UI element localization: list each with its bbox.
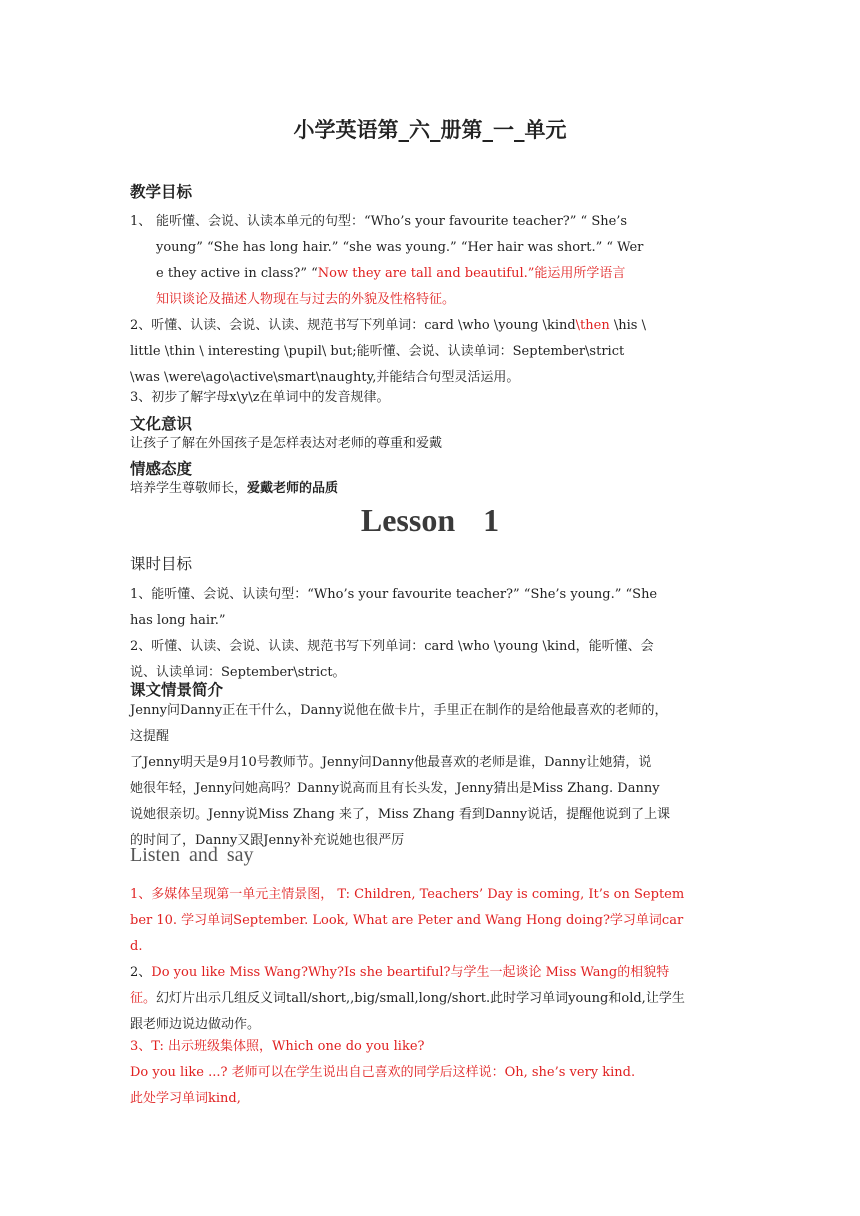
- attitude-text: [130, 476, 730, 502]
- goals-item-1-line-2: young” “She has long hair.” “she was young.” “Her hair was short.” “ Wer: [156, 240, 644, 255]
- intro-line-2: 这提醒: [130, 729, 170, 744]
- goals-item-3: 3、初步了解字母x\y\z在单词中的发音规律。: [130, 390, 390, 405]
- listen-step-3-line-2: Do you like ...? 老师可以在学生说出自己喜欢的同学后这样说：Oh, she’s very kind.: [130, 1065, 636, 1080]
- lesson-goals-line-1: 1、能听懂、会说、认读句型：“Who’s your favourite teacher?” “She’s young.” “She: [130, 587, 658, 602]
- goals-item-2-line-2: little \thin \ interesting \pupil\ but;能听懂、会说、认读单词：September\strict: [130, 344, 625, 359]
- listen-step-1-line-3: d.: [130, 939, 143, 954]
- attitude-text-a: 培养学生尊敬师长，: [130, 481, 248, 496]
- listen-step-2-line-1: [130, 960, 730, 986]
- goals-item-2-line-3: \was \were\ago\active\smart\naughty,并能结合句型灵活运用。: [130, 370, 520, 385]
- attitude-text-b: 爱戴老师的品质: [247, 481, 339, 496]
- listen-step-1-line-2: ber 10. 学习单词September. Look, What are Peter and Wang Hong doing?学习单词car: [130, 913, 684, 928]
- lesson-goals-line-2: has long hair.”: [130, 613, 226, 628]
- goals-item-1-line-1: 能听懂、会说、认读本单元的句型：“Who’s your favourite teacher?” “ She’s: [156, 214, 628, 229]
- intro-line-6: 的时间了，Danny又跟Jenny补充说她也很严厉: [130, 833, 405, 848]
- goals-item-2: [130, 313, 730, 391]
- goals-item-1-line-4: 知识谈论及描述人物现在与过去的外貌及性格特征。: [156, 292, 456, 307]
- intro-text: [130, 698, 730, 854]
- goals-item-1-line-3-red: Now they are tall and beautiful.: [317, 266, 528, 281]
- intro-line-1: Jenny问Danny正在干什么，Danny说他在做卡片，手里正在制作的是给他最喜欢的老师的，: [130, 703, 668, 718]
- goals-item-1-number: 1、: [130, 214, 152, 229]
- listen-step-2-line-2-red: 征。: [130, 991, 157, 1006]
- page-title: 小学英语第_六_册第_一_单元: [293, 118, 567, 142]
- culture-text: 让孩子了解在外国孩子是怎样表达对老师的尊重和爱戴: [130, 436, 443, 451]
- goals-item-1-line-3b: ”能运用所学语言: [527, 266, 626, 281]
- listen-step-3-line-1: 3、T: 出示班级集体照，Which one do you like?: [130, 1039, 425, 1054]
- intro-heading: 课文情景简介: [130, 681, 224, 699]
- listen-step-3-line-3: 此处学习单词kind,: [130, 1091, 241, 1106]
- listen-step-2-line-3: 跟老师边说边做动作。: [130, 1017, 261, 1032]
- listen-step-2-line-1-red: Do you like Miss Wang?Why?Is she beartiful?与学生一起谈论 Miss Wang的相貌特: [151, 965, 670, 980]
- culture-heading: 文化意识: [130, 415, 193, 433]
- lesson-goals-line-4: 说、认读单词：September\strict。: [130, 665, 346, 680]
- goals-item-1-line-3a: e they active in class?” “: [156, 266, 318, 281]
- lesson-goals-line-3: 2、听懂、认读、会说、认读、规范书写下列单词：card \who \young \kind，能听懂、会: [130, 639, 654, 654]
- goals-heading: 教学目标: [130, 183, 193, 201]
- lesson-goals-heading: 课时目标: [130, 555, 193, 573]
- goals-item-2-line-1a: 2、听懂、认读、会说、认读、规范书写下列单词：card \who \young \kind: [130, 318, 576, 333]
- listen-step-2-line-2b: 幻灯片出示几组反义词tall/short,,big/small,long/short.此时学习单词young和old,让学生: [156, 991, 685, 1006]
- attitude-heading: 情感态度: [130, 460, 193, 478]
- listen-step-2: [130, 960, 730, 1038]
- listen-step-3: [130, 1034, 730, 1112]
- lesson-heading: Lesson 1: [360, 502, 500, 538]
- goals-item-1: [130, 209, 730, 313]
- goals-item-1-line-3: [130, 261, 730, 287]
- intro-line-5: 说她很亲切。Jenny说Miss Zhang 来了，Miss Zhang 看到Danny说话，提醒他说到了上课: [130, 807, 671, 822]
- intro-line-3: 了Jenny明天是9月10号教师节。Jenny问Danny他最喜欢的老师是谁，Danny让她猜，说: [130, 755, 652, 770]
- lesson-goals-text: [130, 582, 730, 686]
- goals-item-2-line-1: [130, 313, 730, 339]
- listen-heading: Listen and say: [130, 844, 254, 866]
- listen-step-2-line-2: [130, 986, 730, 1012]
- intro-line-4: 她很年轻，Jenny问她高吗？Danny说高而且有长头发，Jenny猜出是Miss Zhang. Danny: [130, 781, 660, 796]
- listen-step-1-line-1: 1、多媒体呈现第一单元主情景图， T: Children, Teachers’ Day is coming, It’s on Septem: [130, 887, 685, 902]
- listen-step-1: [130, 882, 730, 960]
- goals-item-2-line-1b: \his \: [609, 318, 646, 333]
- goals-item-2-line-1-red: \then: [575, 318, 610, 333]
- listen-step-2-number: 2、: [130, 965, 152, 980]
